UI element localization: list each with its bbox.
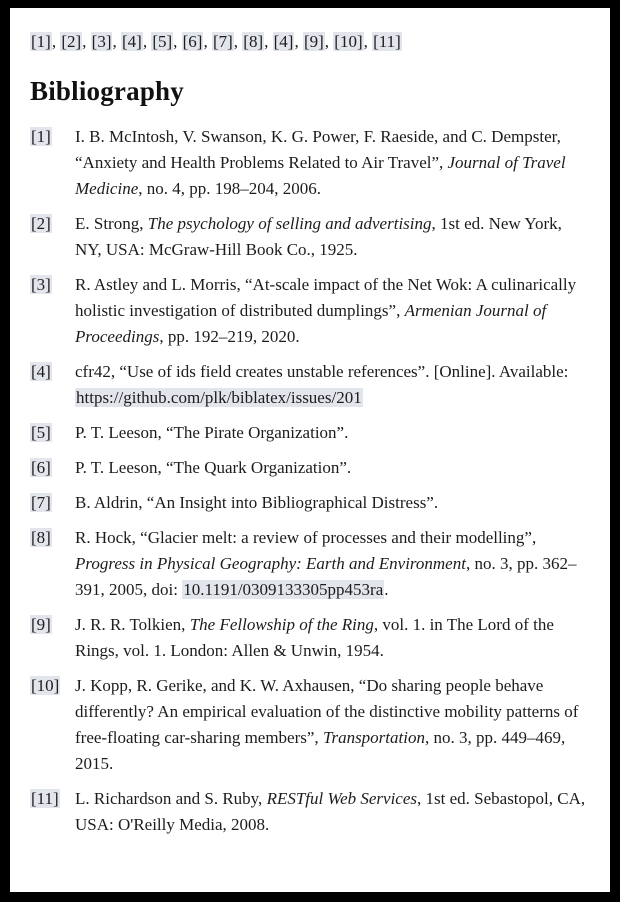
reference-item	[30, 211, 588, 263]
reference-item	[30, 420, 588, 446]
citation-link[interactable]: [8]	[243, 32, 264, 51]
reference-text	[75, 786, 588, 838]
reference-text-segment: , pp. 192–219, 2020.	[159, 327, 300, 346]
pdf-page	[10, 8, 610, 892]
reference-text-segment: L. Richardson and S. Ruby,	[75, 789, 267, 808]
citation-link[interactable]: [4]	[121, 32, 142, 51]
reference-text	[75, 612, 588, 664]
reference-text-segment: , no. 3, pp. 362–391, 2005, doi:	[75, 554, 577, 599]
reference-text-segment: The Fellowship of the Ring	[189, 615, 374, 634]
reference-text	[75, 124, 588, 202]
reference-label[interactable]: [4]	[31, 362, 51, 381]
reference-text-segment: J. Kopp, R. Gerike, and K. W. Axhausen, “Do sharing people behave differently? An empirical evaluation of the distinctive mobility patterns of free-floating car-sharing members”,	[75, 676, 579, 747]
bibliography-heading: Bibliography	[30, 76, 184, 106]
reference-text-segment: .	[384, 580, 389, 599]
inline-citation-line: [1], [2], [3], [4], [5], [6], [7], [8], [4], [9], [10], [11]	[31, 32, 401, 51]
reference-text-segment: , no. 3, pp. 449–469, 2015.	[75, 728, 566, 773]
reference-label[interactable]: [8]	[31, 528, 51, 547]
reference-item	[30, 272, 588, 350]
reference-item	[30, 525, 588, 603]
reference-label[interactable]: [9]	[31, 615, 51, 634]
reference-label-cell	[30, 455, 75, 481]
reference-text	[75, 211, 588, 263]
reference-text-segment: Armenian Journal of Proceedings	[75, 301, 547, 346]
reference-label[interactable]: [1]	[31, 127, 51, 146]
reference-label[interactable]: [2]	[31, 214, 51, 233]
reference-text-segment: R. Astley and L. Morris, “At-scale impact of the Net Wok: A culinarically holistic investigation of distributed dumplings”,	[75, 275, 577, 320]
reference-label-cell	[30, 359, 75, 385]
citation-link[interactable]: [4]	[273, 32, 294, 51]
reference-item	[30, 786, 588, 838]
reference-text-segment: R. Hock, “Glacier melt: a review of processes and their modelling”,	[75, 528, 537, 547]
reference-item	[30, 612, 588, 664]
reference-text-segment: B. Aldrin, “An Insight into Bibliographical Distress”.	[75, 493, 439, 512]
reference-label[interactable]: [6]	[31, 458, 51, 477]
reference-text-segment: J. R. R. Tolkien,	[75, 615, 190, 634]
reference-label-cell	[30, 673, 75, 699]
external-link[interactable]: 10.1191/0309133305pp453ra	[183, 580, 384, 599]
reference-label[interactable]: [10]	[31, 676, 60, 695]
reference-label-cell	[30, 420, 75, 446]
reference-text	[75, 359, 588, 411]
external-link[interactable]: https://github.com/plk/biblatex/issues/201	[76, 388, 362, 407]
reference-text	[75, 490, 588, 516]
citation-link[interactable]: [9]	[303, 32, 324, 51]
reference-text-segment: P. T. Leeson, “The Pirate Organization”.	[75, 423, 349, 442]
reference-text	[75, 420, 588, 446]
citation-link[interactable]: [3]	[91, 32, 112, 51]
citation-link[interactable]: [11]	[373, 32, 401, 51]
reference-text	[75, 272, 588, 350]
reference-text-segment: , 1st ed. Sebastopol, CA, USA: O'Reilly Media, 2008.	[75, 789, 586, 834]
reference-text-segment: , vol. 1. in The Lord of the Rings, vol. 1. London: Allen & Unwin, 1954.	[75, 615, 554, 660]
citation-link[interactable]: [10]	[334, 32, 363, 51]
reference-text-segment: RESTful Web Services	[266, 789, 418, 808]
reference-text-segment: Journal of Travel Medicine	[75, 153, 566, 198]
reference-item	[30, 124, 588, 202]
reference-text-segment: P. T. Leeson, “The Quark Organization”.	[75, 458, 352, 477]
reference-text-segment: Transportation	[322, 728, 425, 747]
reference-text	[75, 673, 588, 777]
reference-label[interactable]: [3]	[31, 275, 51, 294]
reference-text-segment: Progress in Physical Geography: Earth and Environment	[75, 554, 466, 573]
reference-text-segment: E. Strong,	[75, 214, 148, 233]
citation-link[interactable]: [6]	[182, 32, 203, 51]
reference-item	[30, 455, 588, 481]
reference-label[interactable]: [7]	[31, 493, 51, 512]
reference-label-cell	[30, 525, 75, 551]
reference-label-cell	[30, 272, 75, 298]
reference-label-cell	[30, 612, 75, 638]
reference-item	[30, 490, 588, 516]
reference-label-cell	[30, 786, 75, 812]
reference-label-cell	[30, 490, 75, 516]
reference-label-cell	[30, 124, 75, 150]
citation-link[interactable]: [1]	[31, 32, 51, 51]
reference-text-segment: I. B. McIntosh, V. Swanson, K. G. Power, F. Raeside, and C. Dempster, “Anxiety and Health Problems Related to Air Travel”,	[75, 127, 561, 172]
reference-text-segment: cfr42, “Use of ids field creates unstable references”. [Online]. Available:	[75, 362, 569, 381]
citation-link[interactable]: [7]	[212, 32, 233, 51]
reference-item	[30, 673, 588, 777]
citation-link[interactable]: [5]	[152, 32, 173, 51]
reference-label-cell	[30, 211, 75, 237]
reference-item	[30, 359, 588, 411]
reference-text-segment: , 1st ed. New York, NY, USA: McGraw-Hill Book Co., 1925.	[75, 214, 562, 259]
reference-label[interactable]: [5]	[31, 423, 51, 442]
citation-link[interactable]: [2]	[61, 32, 82, 51]
reference-text-segment: , no. 4, pp. 198–204, 2006.	[138, 179, 321, 198]
reference-text	[75, 455, 588, 481]
reference-text-segment: The psychology of selling and advertising	[147, 214, 432, 233]
reference-text	[75, 525, 588, 603]
reference-list	[30, 124, 588, 838]
reference-label[interactable]: [11]	[31, 789, 59, 808]
